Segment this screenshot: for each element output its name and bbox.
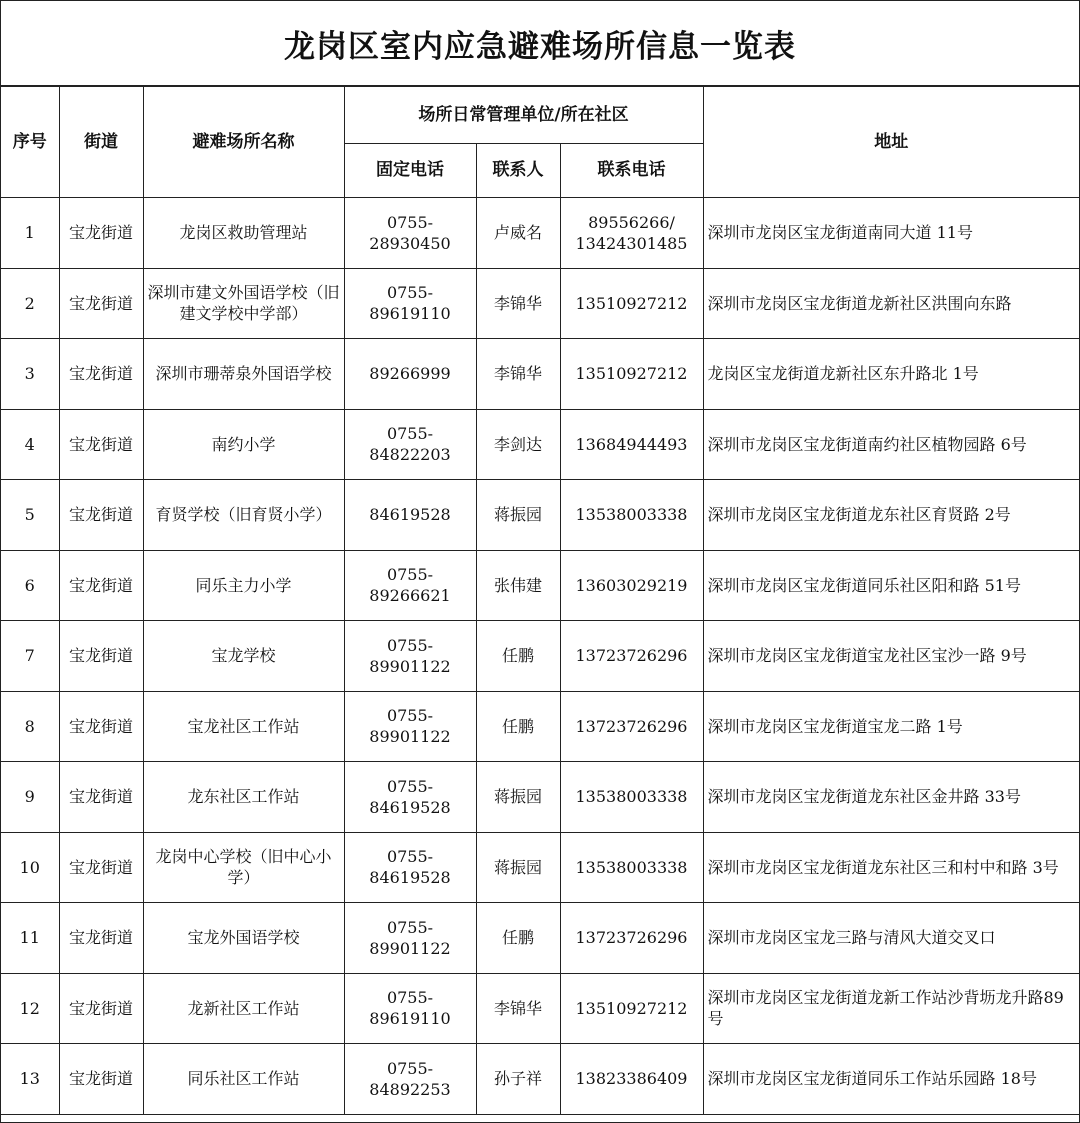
cell-address: 龙岗区宝龙街道龙新社区东升路北 1号	[703, 339, 1079, 410]
cell-seq: 13	[1, 1044, 59, 1115]
header-contact: 联系人	[476, 144, 560, 198]
cell-street: 宝龙街道	[59, 198, 143, 269]
cell-seq: 4	[1, 409, 59, 480]
cell-street: 宝龙街道	[59, 480, 143, 551]
cell-contact-person: 卢威名	[476, 198, 560, 269]
table-row	[1, 762, 1079, 833]
table-body	[1, 198, 1079, 1115]
cell-contact-phone: 13510927212	[560, 973, 703, 1044]
cell-address: 深圳市龙岗区宝龙三路与清风大道交叉口	[703, 903, 1079, 974]
table-row	[1, 550, 1079, 621]
cell-contact-person: 李剑达	[476, 409, 560, 480]
cell-street: 宝龙街道	[59, 691, 143, 762]
table-row	[1, 409, 1079, 480]
cell-shelter-name: 育贤学校（旧育贤小学）	[143, 480, 344, 551]
cell-contact-phone: 13723726296	[560, 691, 703, 762]
cell-shelter-name: 深圳市建文外国语学校（旧建文学校中学部）	[143, 268, 344, 339]
table-row	[1, 339, 1079, 410]
cell-shelter-name: 龙岗区救助管理站	[143, 198, 344, 269]
cell-contact-phone: 89556266/ 13424301485	[560, 198, 703, 269]
table-row	[1, 691, 1079, 762]
cell-street: 宝龙街道	[59, 268, 143, 339]
cell-seq: 7	[1, 621, 59, 692]
cell-seq: 12	[1, 973, 59, 1044]
header-phone: 固定电话	[344, 144, 476, 198]
cell-contact-person: 任鹏	[476, 621, 560, 692]
cell-street: 宝龙街道	[59, 621, 143, 692]
cell-contact-phone: 13603029219	[560, 550, 703, 621]
cell-shelter-name: 南约小学	[143, 409, 344, 480]
cell-fixed-phone: 0755-84892253	[344, 1044, 476, 1115]
cell-address: 深圳市龙岗区宝龙街道南约社区植物园路 6号	[703, 409, 1079, 480]
cell-shelter-name: 龙东社区工作站	[143, 762, 344, 833]
cell-shelter-name: 宝龙社区工作站	[143, 691, 344, 762]
cell-contact-phone: 13510927212	[560, 339, 703, 410]
cell-shelter-name: 同乐社区工作站	[143, 1044, 344, 1115]
header-address: 地址	[703, 87, 1079, 198]
table-row	[1, 268, 1079, 339]
cell-seq: 9	[1, 762, 59, 833]
cell-seq: 11	[1, 903, 59, 974]
table-row	[1, 480, 1079, 551]
cell-contact-person: 蒋振园	[476, 762, 560, 833]
table-row	[1, 198, 1079, 269]
cell-address: 深圳市龙岗区宝龙街道龙新社区洪围向东路	[703, 268, 1079, 339]
cell-fixed-phone: 0755-89901122	[344, 903, 476, 974]
table-row	[1, 832, 1079, 903]
cell-shelter-name: 宝龙学校	[143, 621, 344, 692]
table-row	[1, 621, 1079, 692]
cell-contact-phone: 13823386409	[560, 1044, 703, 1115]
cell-contact-person: 任鹏	[476, 903, 560, 974]
cell-fixed-phone: 0755-84822203	[344, 409, 476, 480]
cell-contact-person: 蒋振园	[476, 480, 560, 551]
cell-street: 宝龙街道	[59, 550, 143, 621]
cell-address: 深圳市龙岗区宝龙街道南同大道 11号	[703, 198, 1079, 269]
cell-address: 深圳市龙岗区宝龙街道同乐社区阳和路 51号	[703, 550, 1079, 621]
cell-shelter-name: 宝龙外国语学校	[143, 903, 344, 974]
cell-contact-person: 张伟建	[476, 550, 560, 621]
cell-seq: 3	[1, 339, 59, 410]
cell-street: 宝龙街道	[59, 762, 143, 833]
cell-address: 深圳市龙岗区宝龙街道宝龙二路 1号	[703, 691, 1079, 762]
table-row	[1, 973, 1079, 1044]
cell-fixed-phone: 0755-89901122	[344, 691, 476, 762]
cell-address: 深圳市龙岗区宝龙街道龙东社区金井路 33号	[703, 762, 1079, 833]
cell-seq: 6	[1, 550, 59, 621]
cell-contact-person: 任鹏	[476, 691, 560, 762]
cell-contact-phone: 13538003338	[560, 480, 703, 551]
cell-fixed-phone: 0755-28930450	[344, 198, 476, 269]
cell-fixed-phone: 0755-89266621	[344, 550, 476, 621]
header-street: 街道	[59, 87, 143, 198]
cell-street: 宝龙街道	[59, 409, 143, 480]
table-row	[1, 1044, 1079, 1115]
cell-contact-phone: 13723726296	[560, 621, 703, 692]
cell-fixed-phone: 89266999	[344, 339, 476, 410]
cell-seq: 8	[1, 691, 59, 762]
header-group: 场所日常管理单位/所在社区	[344, 87, 703, 144]
cell-address: 深圳市龙岗区宝龙街道宝龙社区宝沙一路 9号	[703, 621, 1079, 692]
cell-contact-phone: 13684944493	[560, 409, 703, 480]
cell-shelter-name: 龙新社区工作站	[143, 973, 344, 1044]
cell-contact-person: 李锦华	[476, 973, 560, 1044]
cell-street: 宝龙街道	[59, 1044, 143, 1115]
cell-contact-person: 蒋振园	[476, 832, 560, 903]
cell-address: 深圳市龙岗区宝龙街道龙东社区三和村中和路 3号	[703, 832, 1079, 903]
shelter-table	[1, 87, 1079, 1115]
cell-seq: 1	[1, 198, 59, 269]
cell-fixed-phone: 0755-84619528	[344, 832, 476, 903]
cell-contact-phone: 13723726296	[560, 903, 703, 974]
page-title: 龙岗区室内应急避难场所信息一览表	[1, 1, 1079, 87]
cell-street: 宝龙街道	[59, 339, 143, 410]
cell-fixed-phone: 0755-89619110	[344, 973, 476, 1044]
cell-contact-person: 李锦华	[476, 339, 560, 410]
cell-contact-phone: 13510927212	[560, 268, 703, 339]
cell-street: 宝龙街道	[59, 973, 143, 1044]
cell-address: 深圳市龙岗区宝龙街道同乐工作站乐园路 18号	[703, 1044, 1079, 1115]
cell-fixed-phone: 0755-89901122	[344, 621, 476, 692]
cell-street: 宝龙街道	[59, 903, 143, 974]
header-seq: 序号	[1, 87, 59, 198]
cell-address: 深圳市龙岗区宝龙街道龙东社区育贤路 2号	[703, 480, 1079, 551]
cell-fixed-phone: 84619528	[344, 480, 476, 551]
cell-shelter-name: 深圳市珊蒂泉外国语学校	[143, 339, 344, 410]
table-row	[1, 903, 1079, 974]
cell-seq: 10	[1, 832, 59, 903]
cell-fixed-phone: 0755-89619110	[344, 268, 476, 339]
cell-contact-person: 李锦华	[476, 268, 560, 339]
cell-contact-phone: 13538003338	[560, 832, 703, 903]
cell-seq: 2	[1, 268, 59, 339]
cell-contact-person: 孙子祥	[476, 1044, 560, 1115]
header-name: 避难场所名称	[143, 87, 344, 198]
cell-shelter-name: 龙岗中心学校（旧中心小学）	[143, 832, 344, 903]
cell-seq: 5	[1, 480, 59, 551]
cell-street: 宝龙街道	[59, 832, 143, 903]
cell-shelter-name: 同乐主力小学	[143, 550, 344, 621]
header-mobile: 联系电话	[560, 144, 703, 198]
cell-contact-phone: 13538003338	[560, 762, 703, 833]
cell-address: 深圳市龙岗区宝龙街道龙新工作站沙背坜龙升路89号	[703, 973, 1079, 1044]
cell-fixed-phone: 0755-84619528	[344, 762, 476, 833]
